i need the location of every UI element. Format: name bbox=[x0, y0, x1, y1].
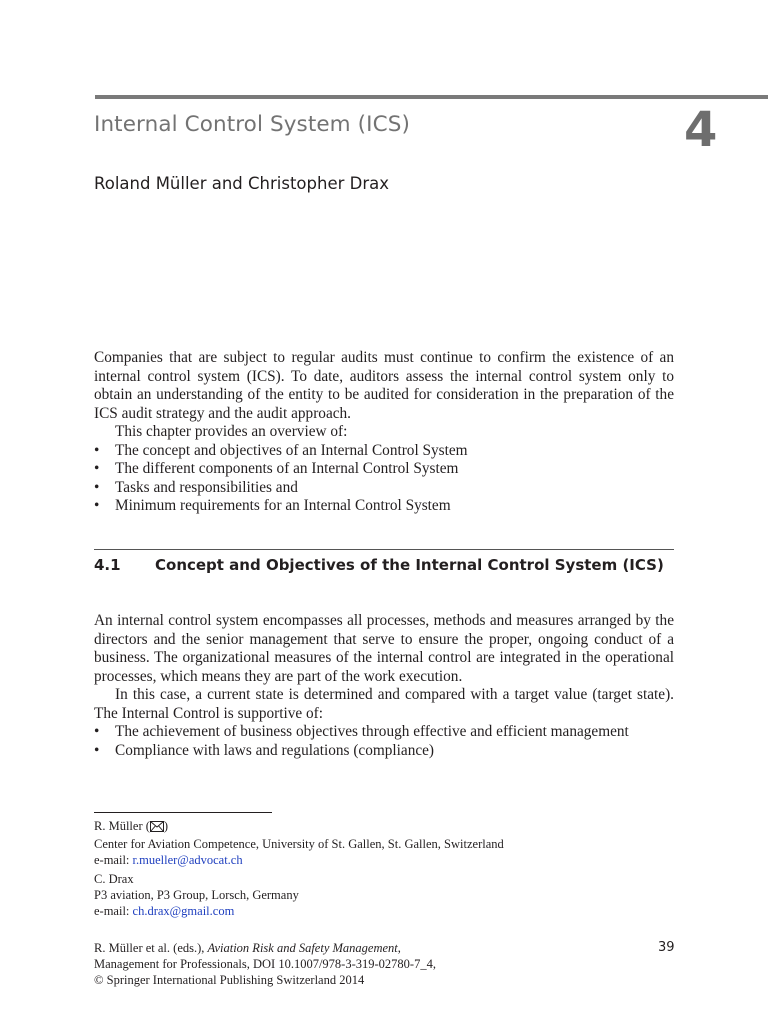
author-email-line: e-mail: r.mueller@advocat.ch bbox=[94, 853, 243, 867]
bullet-icon: • bbox=[94, 478, 100, 496]
footnote-rule bbox=[94, 812, 272, 813]
email-link[interactable]: r.mueller@advocat.ch bbox=[132, 853, 243, 867]
list-item: • The different components of an Internal Control System bbox=[94, 460, 459, 477]
list-item: • Compliance with laws and regulations (compliance) bbox=[94, 741, 435, 759]
copyright: © Springer International Publishing Switzerland 2014 bbox=[94, 973, 365, 987]
citation-line: R. Müller et al. (eds.), Aviation Risk and Safety Management, bbox=[94, 941, 401, 955]
page-number: 39 bbox=[658, 940, 675, 955]
section-rule bbox=[94, 549, 674, 550]
bullet-icon: • bbox=[94, 723, 100, 740]
list-item: • Minimum requirements for an Internal Control System bbox=[94, 497, 451, 514]
author-footnote-muller bbox=[94, 818, 674, 868]
objectives-list bbox=[94, 723, 674, 760]
list-item: • The achievement of business objectives through effective and efficient management bbox=[94, 723, 629, 740]
section-paragraph: An internal control system encompasses all processes, methods and measures arranged by the directors and the senior management that serve to ensure the proper, ongoing conduct of a business. The organizational measures of the internal control are integrated in the operational processes, which means they are part of the work execution. bbox=[94, 612, 674, 685]
list-item: • The concept and objectives of an Internal Control System bbox=[94, 441, 468, 459]
author-email-line: e-mail: ch.drax@gmail.com bbox=[94, 904, 235, 918]
author-affiliation: Center for Aviation Competence, University of St. Gallen, St. Gallen, Switzerland bbox=[94, 837, 504, 851]
bullet-icon: • bbox=[94, 441, 100, 459]
author-footnote-drax bbox=[94, 871, 674, 919]
chapter-number: 4 bbox=[684, 102, 718, 158]
author-name: R. Müller ( ) bbox=[94, 818, 674, 836]
chapter-authors: Roland Müller and Christopher Drax bbox=[94, 174, 390, 193]
section-body bbox=[94, 612, 674, 760]
abstract-paragraph: Companies that are subject to regular audits must continue to confirm the existence of an internal control system (ICS). To date, auditors assess the internal control system only to obtain an understanding of the entity to be audited for consideration in the preparation of the ICS audit strategy and the audit approach. bbox=[94, 349, 674, 422]
author-affiliation: P3 aviation, P3 Group, Lorsch, Germany bbox=[94, 888, 299, 902]
series-doi: Management for Professionals, DOI 10.1007/978-3-319-02780-7_4, bbox=[94, 957, 436, 971]
overview-intro: This chapter provides an overview of: bbox=[115, 423, 348, 440]
section-number: 4.1 bbox=[94, 556, 121, 574]
bullet-icon: • bbox=[94, 497, 100, 514]
envelope-icon bbox=[150, 820, 164, 836]
section-title: Concept and Objectives of the Internal Control System (ICS) bbox=[155, 556, 664, 574]
chapter-title: Internal Control System (ICS) bbox=[94, 112, 410, 137]
bullet-icon: • bbox=[94, 460, 100, 477]
citation-block bbox=[94, 940, 674, 988]
overview-list bbox=[94, 442, 674, 516]
chapter-top-rule bbox=[95, 95, 768, 99]
email-link[interactable]: ch.drax@gmail.com bbox=[132, 904, 235, 918]
list-item: • Tasks and responsibilities and bbox=[94, 478, 298, 496]
chapter-abstract bbox=[94, 349, 674, 516]
bullet-icon: • bbox=[94, 741, 100, 759]
section-paragraph: In this case, a current state is determined and compared with a target value (target state). The Internal Control is supportive of: bbox=[94, 686, 674, 722]
book-title: Aviation Risk and Safety Management bbox=[207, 941, 398, 955]
author-name: C. Drax bbox=[94, 872, 134, 886]
